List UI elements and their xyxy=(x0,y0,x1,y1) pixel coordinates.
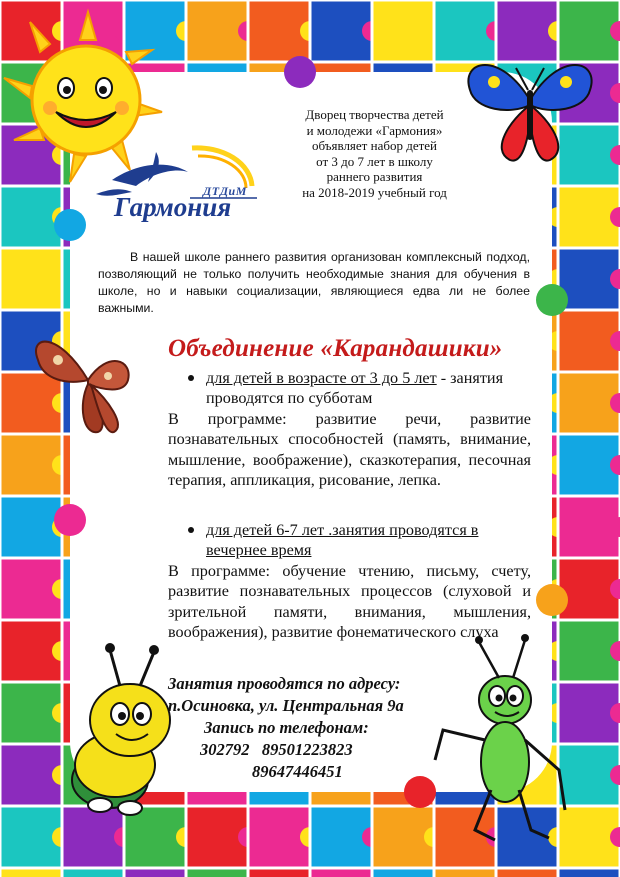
phones-line-1: 302792 89501223823 xyxy=(200,740,353,759)
intro-paragraph xyxy=(98,249,530,317)
group-2-bullet: для детей 6-7 лет .занятия проводятся в вечернее время xyxy=(168,520,531,561)
puzzle-piece xyxy=(62,868,124,877)
puzzle-piece xyxy=(434,868,496,877)
header-line: от 3 до 7 лет в школу xyxy=(316,153,433,169)
address-label: Занятия проводятся по адресу: xyxy=(168,674,401,693)
garmonia-logo xyxy=(92,142,262,222)
phone-label: Запись по телефонам: xyxy=(204,718,369,737)
phones-line-2: 89647446451 xyxy=(252,762,343,781)
group-1-age: для детей в возрасте от 3 до 5 лет xyxy=(206,369,437,387)
intro-text: В нашей школе раннего развития организован комплексный подход, позволяющий не только получить необходимые знания для обучения в школе, но и навыки социализации, являющиеся едва ли не более важными. xyxy=(98,250,530,315)
group-2-program: В программе: обучение чтению, письму, счету, развитие познавательных процессов (слуховой и зрительной памяти, внимания, мышления, воображения), развитие фонематического слуха xyxy=(168,561,531,642)
puzzle-piece xyxy=(186,868,248,877)
puzzle-piece xyxy=(0,868,62,877)
group-1-program: В программе: развитие речи, развитие познавательных способностей (память, внимание, мышление, воображение), сказкотерапия, песочная терапия, аппликация, рисование, лепка. xyxy=(168,409,531,490)
puzzle-piece xyxy=(124,868,186,877)
logo-abbreviation: ДТДиМ xyxy=(203,184,247,198)
puzzle-piece xyxy=(372,868,434,877)
announcement-header xyxy=(262,107,487,201)
group-1-schedule: - занятия проводятся по субботам xyxy=(206,369,504,408)
header-line: Дворец творчества детей xyxy=(305,107,444,122)
group-2 xyxy=(168,520,531,642)
header-line: и молодежи «Гармония» xyxy=(306,122,443,138)
group-1 xyxy=(168,368,531,490)
address: п.Осиновка, ул. Центральная 9а xyxy=(168,696,404,715)
puzzle-piece xyxy=(310,868,372,877)
puzzle-piece xyxy=(558,868,620,877)
puzzle-piece xyxy=(248,868,310,877)
section-title: Объединение «Карандашики» xyxy=(168,335,503,362)
puzzle-piece xyxy=(496,868,558,877)
header-line: объявляет набор детей xyxy=(311,138,437,154)
header-line: раннего развития xyxy=(326,169,423,185)
header-line: на 2018-2019 учебный год xyxy=(302,184,447,200)
logo-name: Гармония xyxy=(114,192,232,222)
group-1-bullet xyxy=(168,368,531,409)
